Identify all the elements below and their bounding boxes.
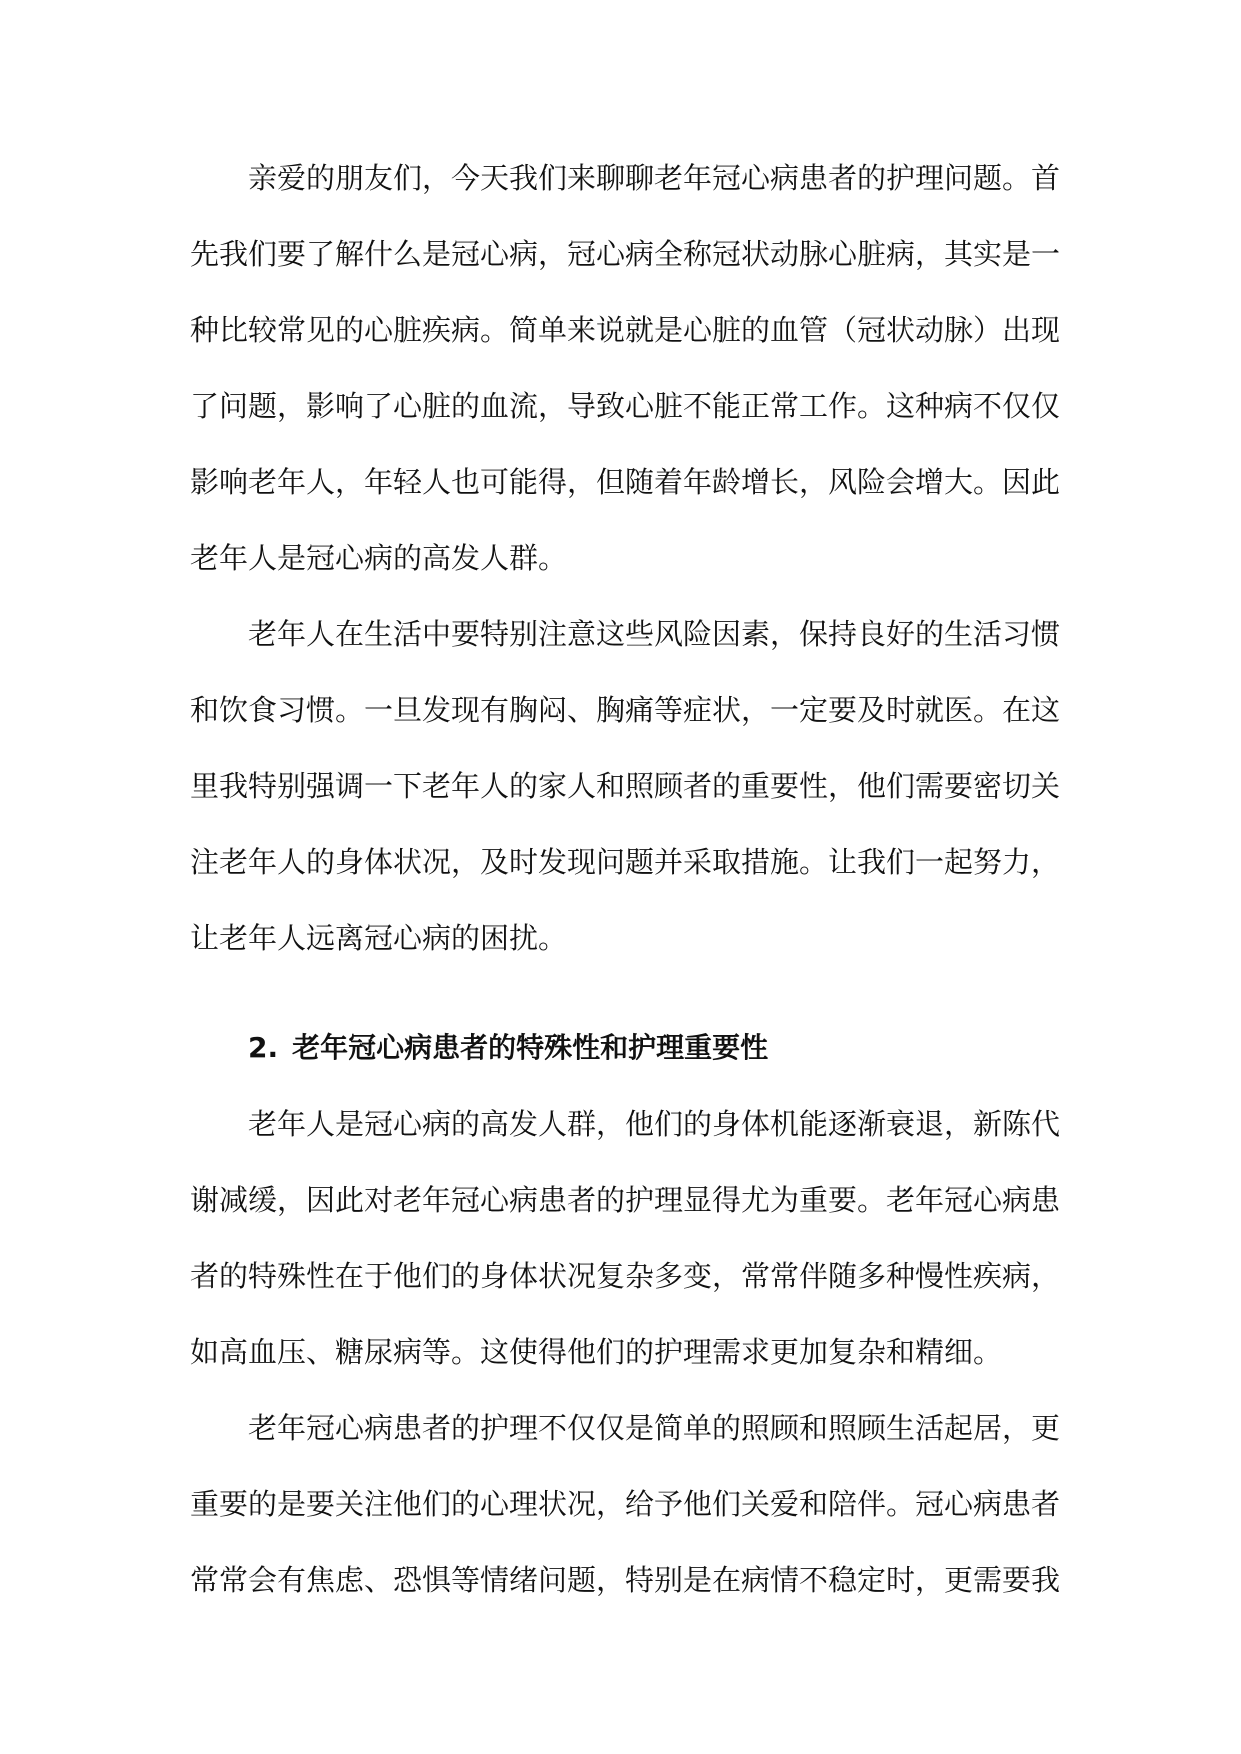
section-title: 老年冠心病患者的特殊性和护理重要性 [292,1031,769,1064]
paragraph-psychological-care: 老年冠心病患者的护理不仅仅是简单的照顾和照顾生活起居，更重要的是要关注他们的心理状况，给予他们关爱和陪伴。冠心病患者常常会有焦虑、恐惧等情绪问题，特别是在病情不稳定时，更需要我 [190,1411,1061,1597]
paragraph-intro: 亲爱的朋友们，今天我们来聊聊老年冠心病患者的护理问题。首先我们要了解什么是冠心病，冠心病全称冠状动脉心脏病，其实是一种比较常见的心脏疾病。简单来说就是心脏的血管（冠状动脉）出现了问题，影响了心脏的血流，导致心脏不能正常工作。这种病不仅仅影响老年人，年轻人也可能得，但随着年龄增长，风险会增大。因此老年人是冠心病的高发人群。 [190,161,1061,575]
paragraph-risk-factors: 老年人在生活中要特别注意这些风险因素，保持良好的生活习惯和饮食习惯。一旦发现有胸闷、胸痛等症状，一定要及时就医。在这里我特别强调一下老年人的家人和照顾者的重要性，他们需要密切关注老年人的身体状况，及时发现问题并采取措施。让我们一起努力，让老年人远离冠心病的困扰。 [190,617,1061,955]
section-number: 2. [248,1031,279,1064]
paragraph-special-needs: 老年人是冠心病的高发人群，他们的身体机能逐渐衰退，新陈代谢减缓，因此对老年冠心病患者的护理显得尤为重要。老年冠心病患者的特殊性在于他们的身体状况复杂多变，常常伴随多种慢性疾病，如高血压、糖尿病等。这使得他们的护理需求更加复杂和精细。 [190,1107,1061,1369]
section-heading [190,1010,1060,1086]
document-body [190,140,1060,1618]
